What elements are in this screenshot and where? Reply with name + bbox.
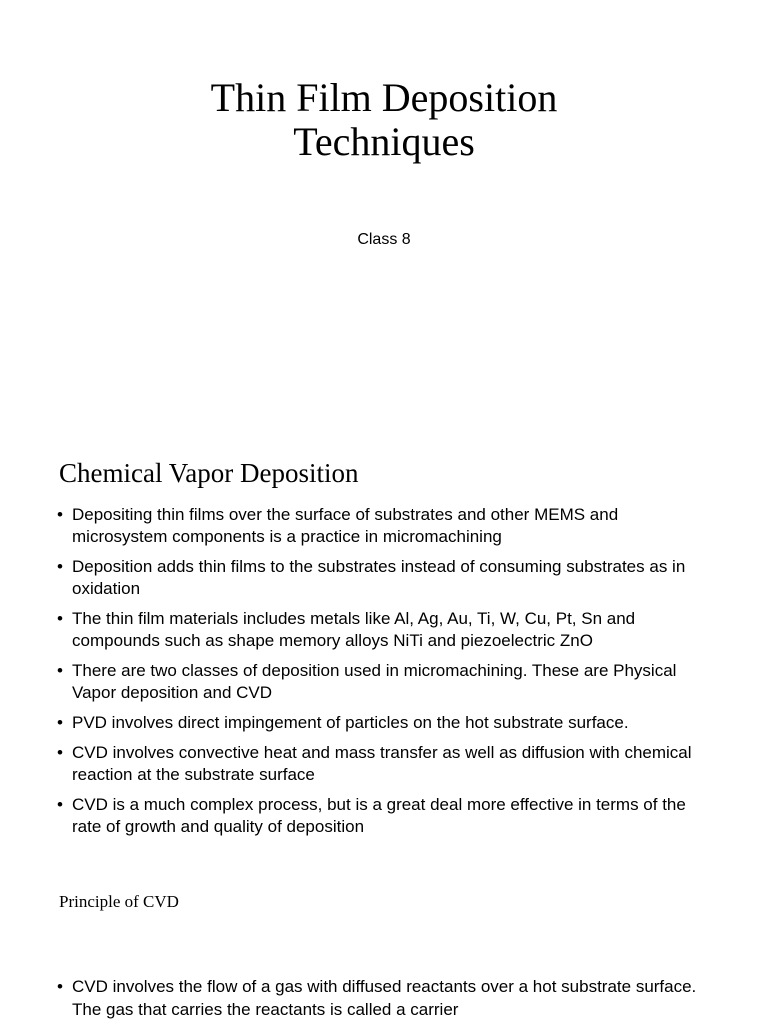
bullet-list	[57, 504, 717, 846]
bullet-text: Depositing thin films over the surface of substrates and other MEMS and microsystem components is a practice in micromachining	[72, 505, 619, 546]
section-heading: Principle of CVD	[59, 892, 179, 911]
bullet-text: CVD involves the flow of a gas with diffused reactants over a hot substrate surface. The gas that carries the reactants is called a carrier	[72, 977, 697, 1019]
slide-title	[0, 76, 768, 164]
list-item	[57, 608, 717, 652]
list-item	[57, 794, 717, 838]
content-slide	[0, 440, 768, 1024]
bullet-text: CVD is a much complex process, but is a great deal more effective in terms of the rate of growth and quality of deposition	[72, 795, 686, 836]
slide-heading: Chemical Vapor Deposition	[59, 458, 359, 488]
bullet-icon: •	[57, 743, 63, 762]
bullet-icon: •	[57, 713, 63, 732]
title-slide	[0, 0, 768, 440]
slide-subtitle: Class 8	[357, 231, 411, 248]
bullet-text: CVD involves convective heat and mass transfer as well as diffusion with chemical reaction at the substrate surface	[72, 743, 692, 784]
bullet-text: Deposition adds thin films to the substrates instead of consuming substrates as in oxidation	[72, 557, 686, 598]
list-item	[57, 975, 717, 1021]
slide-title-line-1: Thin Film Deposition	[210, 75, 558, 120]
bullet-icon: •	[57, 557, 63, 576]
section-bullet-list	[57, 975, 717, 1021]
bullet-icon: •	[57, 609, 63, 628]
list-item	[57, 660, 717, 704]
bullet-icon: •	[57, 795, 63, 814]
bullet-text: The thin film materials includes metals like Al, Ag, Au, Ti, W, Cu, Pt, Sn and compounds such as shape memory alloys NiTi and piezoelectric ZnO	[72, 609, 636, 650]
bullet-icon: •	[57, 505, 63, 524]
list-item	[57, 742, 717, 786]
bullet-text: There are two classes of deposition used in micromachining. These are Physical Vapor deposition and CVD	[72, 661, 677, 702]
bullet-icon: •	[57, 661, 63, 680]
bullet-icon: •	[57, 977, 63, 996]
list-item	[57, 712, 717, 734]
list-item	[57, 504, 717, 548]
bullet-text: PVD involves direct impingement of particles on the hot substrate surface.	[72, 713, 629, 732]
list-item	[57, 556, 717, 600]
slide-title-line-2: Techniques	[293, 119, 475, 164]
